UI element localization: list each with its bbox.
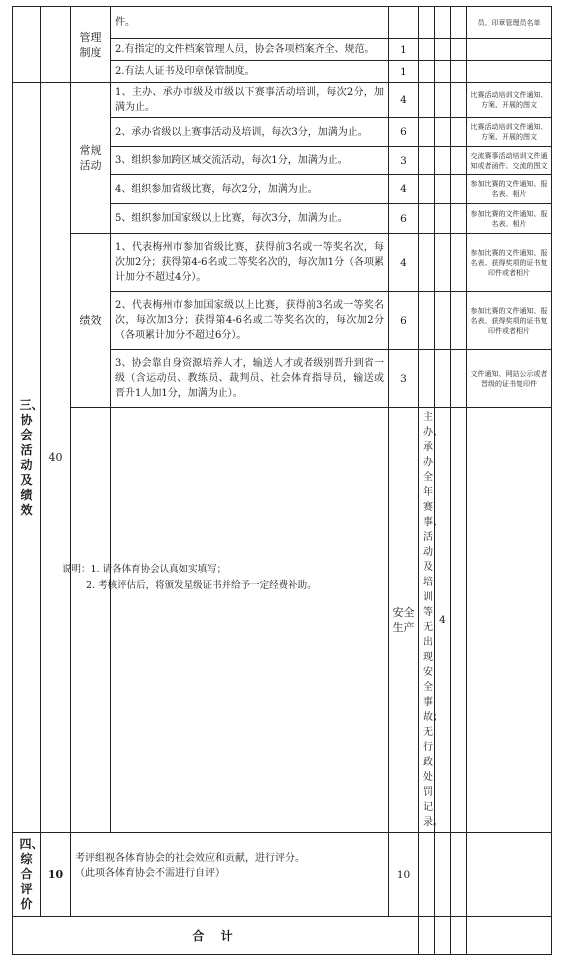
item-content: 2、承办省级以上赛事活动及培训，每次3分，加满为止。 (111, 118, 389, 147)
blank-cell (435, 917, 451, 955)
blank-cell (419, 350, 435, 408)
item-points: 6 (389, 292, 419, 350)
blank-cell (435, 7, 451, 39)
blank-cell (419, 7, 435, 39)
blank-cell (419, 118, 435, 147)
blank-cell (451, 61, 467, 83)
table-row (13, 234, 552, 292)
item-evidence: 参加比赛的文件通知、报名表、相片 (467, 175, 552, 204)
item-content: 主办、承办全年赛事、活动及培训等无出现安全事故；无行政处罚记录。 (419, 408, 435, 833)
blank-cell (451, 39, 467, 61)
subcategory-regular: 常规活动 (71, 83, 111, 234)
item-evidence: 参加比赛的文件通知、报名表、获得奖项的证书复印件或者相片 (467, 292, 552, 350)
total-row (13, 917, 552, 955)
blank-cell (419, 61, 435, 83)
blank-cell (451, 175, 467, 204)
blank-cell (435, 350, 451, 408)
blank-cell (435, 175, 451, 204)
section-cell-blank (71, 408, 111, 833)
blank-cell (435, 833, 451, 917)
blank-cell (451, 147, 467, 175)
item-points: 1 (389, 61, 419, 83)
item-points: 10 (389, 833, 419, 917)
item-evidence: 参加比赛的文件通知、报名表、获得奖项的证书复印件或者相片 (467, 234, 552, 292)
blank-cell (435, 83, 451, 118)
section-score: 10 (41, 833, 71, 917)
section-score: 40 (41, 83, 71, 833)
item-evidence: 比赛活动培训文件通知、方案、开展的图文 (467, 83, 552, 118)
table-row (13, 833, 552, 917)
blank-cell (419, 917, 435, 955)
section-title-activities: 三、协会活动及绩效 (13, 83, 41, 833)
blank-cell (467, 917, 552, 955)
item-points: 4 (435, 408, 451, 833)
blank-cell (419, 292, 435, 350)
item-points: 4 (389, 234, 419, 292)
item-points (389, 7, 419, 39)
blank-cell (435, 234, 451, 292)
item-points: 1 (389, 39, 419, 61)
blank-cell (435, 118, 451, 147)
note-line-2: 2. 考核评估后，将颁发星级证书并给予一定经费补助。 (86, 580, 317, 591)
section-title-comprehensive: 四、综合评价 (13, 833, 41, 917)
item-points: 3 (389, 350, 419, 408)
blank-cell (451, 118, 467, 147)
blank-cell (451, 234, 467, 292)
item-content-line2: （此项各体育协会不需进行自评） (75, 868, 225, 879)
blank-cell (451, 833, 467, 917)
blank-cell (419, 204, 435, 234)
evaluation-table (12, 6, 552, 955)
subcategory-performance: 绩效 (71, 234, 111, 408)
item-evidence: 交流赛事活动培训文件通知或者函件、交流的图文 (467, 147, 552, 175)
blank-cell (419, 833, 435, 917)
blank-cell (435, 292, 451, 350)
notes (62, 562, 317, 594)
item-content: 3、组织参加跨区域交流活动，每次1分，加满为止。 (111, 147, 389, 175)
score-cell-blank (41, 7, 71, 83)
item-content: 3、协会靠自身资源培养人才，输送人才或者级别晋升到省一级（含运动员、教练员、裁判员、社会体育指导员，输送或晋升1人加1分，加满为止）。 (111, 350, 389, 408)
blank-cell (451, 292, 467, 350)
blank-cell (451, 7, 467, 39)
score-cell-blank (111, 408, 389, 833)
blank-cell (419, 175, 435, 204)
subcategory-safety: 安全生产 (389, 408, 419, 833)
total-label: 合 计 (13, 917, 419, 955)
item-points: 4 (389, 83, 419, 118)
subcategory-management: 管理制度 (71, 7, 111, 83)
table-row (13, 83, 552, 118)
blank-cell (451, 83, 467, 118)
item-content: 2.有指定的文件档案管理人员，协会各项档案齐全、规范。 (111, 39, 389, 61)
blank-cell (419, 39, 435, 61)
item-content: 4、组织参加省级比赛，每次2分，加满为止。 (111, 175, 389, 204)
note-line-1: 说明：1. 请各体育协会认真如实填写； (62, 564, 227, 575)
item-evidence: 员、印章管理员名单 (467, 7, 552, 39)
item-evidence: 文件通知、网站公示或者晋级的证书复印件 (467, 350, 552, 408)
table-row (13, 7, 552, 39)
item-content: 2、代表梅州市参加国家级以上比赛，获得前3名或一等奖名次，每次加3分；获得第4-6名或二等奖名次的，每次加2分（各项累计加分不超过6分）。 (111, 292, 389, 350)
blank-cell (467, 39, 552, 61)
item-evidence: 比赛活动培训文件通知、方案、开展的图文 (467, 118, 552, 147)
item-content: 2.有法人证书及印章保管制度。 (111, 61, 389, 83)
blank-cell (467, 833, 552, 917)
item-content-line1: 考评组视各体育协会的社会效应和贡献，进行评分。 (75, 853, 305, 864)
item-content: 件。 (111, 7, 389, 39)
blank-cell (419, 147, 435, 175)
item-content (71, 833, 389, 917)
blank-cell (451, 350, 467, 408)
blank-cell (435, 39, 451, 61)
section-cell-blank (13, 7, 41, 83)
blank-cell (467, 61, 552, 83)
blank-cell (467, 408, 552, 833)
item-points: 6 (389, 118, 419, 147)
blank-cell (435, 204, 451, 234)
blank-cell (435, 61, 451, 83)
blank-cell (419, 234, 435, 292)
item-content: 1、代表梅州市参加省级比赛，获得前3名或一等奖名次，每次加2分；获得第4-6名或二等奖名次的，每次加1分（各项累计加分不超过4分）。 (111, 234, 389, 292)
blank-cell (435, 147, 451, 175)
item-points: 3 (389, 147, 419, 175)
table-row (13, 408, 552, 833)
item-content: 1、主办、承办市级及市级以下赛事活动培训，每次2分，加满为止。 (111, 83, 389, 118)
item-points: 6 (389, 204, 419, 234)
item-content: 5、组织参加国家级以上比赛，每次3分，加满为止。 (111, 204, 389, 234)
blank-cell (451, 408, 467, 833)
blank-cell (451, 917, 467, 955)
blank-cell (419, 83, 435, 118)
item-points: 4 (389, 175, 419, 204)
item-evidence: 参加比赛的文件通知、报名表、相片 (467, 204, 552, 234)
blank-cell (451, 204, 467, 234)
